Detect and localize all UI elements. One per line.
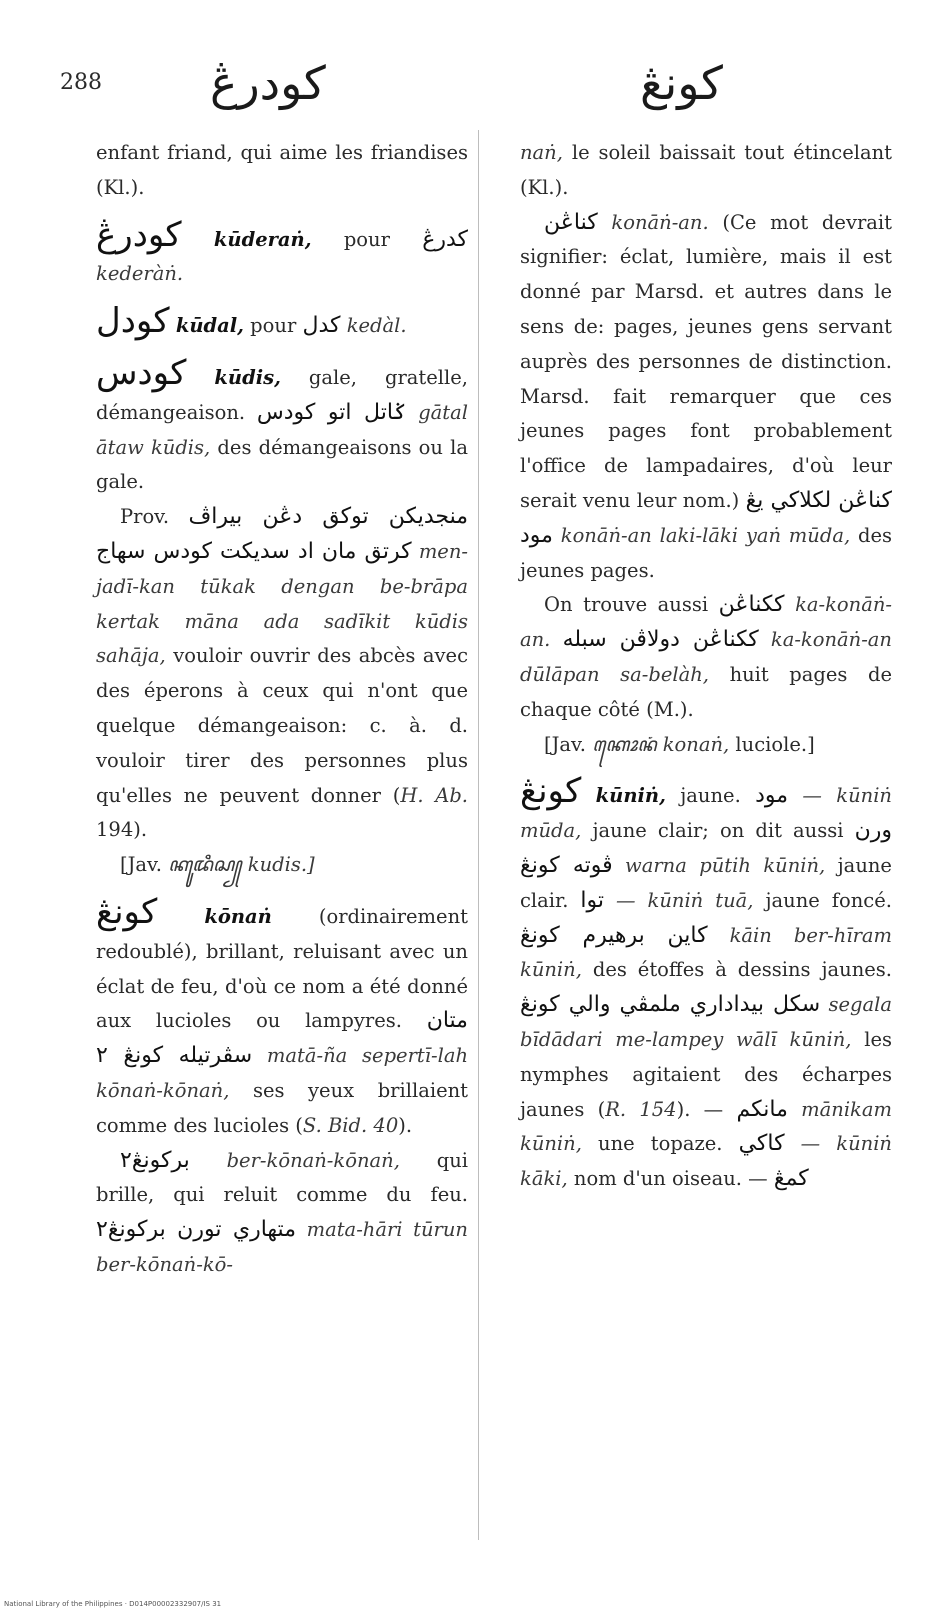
column-divider	[478, 130, 479, 1540]
entry-konang: كونڠ kōnaṅ (ordinairement redoublé), brillant, reluisant avec un éclat de feu, d'où ce nom a été donné aux lucioles ou lampyres. متان سڤرتيله كونڠ ٢ matā-ña sepertī-lah kōnaṅ-kōnaṅ, ses yeux brillaient comme des lucioles (S. Bid. 40).	[96, 891, 469, 1137]
sub-entry-kakonangan: On trouve aussi ككناڠن ka-konāṅ-an. ككناڠن دولاڤن سبله ka-konāṅ-an dūlāpan sa-belàh, huit pages de chaque côté (M.).	[520, 592, 893, 721]
entry-kuning: كونڠ kūniṅ, jaune. مود — kūniṅ mūda, jaune clair; on dit aussi ورن ڤوته كونڠ warna pūtih kūniṅ, jaune clair. توا — kūniṅ tuā, jaune foncé. كاين برهيرم كونڠ kāin ber-hīram kūniṅ, des étoffes à dessins jaunes. سكل بيداداري ملمڤي والي كونڠ segala bīdādari me-lampey wālī kūniṅ, les nymphes agitaient des écharpes jaunes (R. 154). — مانكم mānikam kūniṅ, une topaze. كاكي — kūniṅ kāki, nom d'un oiseau. — كمڠ	[520, 771, 893, 1192]
sub-entry-berkonang: بركونڠ٢ ber-kōnaṅ-kōnaṅ, qui brille, qui reluit comme du feu. متهاري تورن بركونڠ٢ mata-hāri tūrun ber-kōnaṅ-kō-	[96, 1147, 468, 1276]
entry-continuation: naṅ, le soleil baissait tout étincelant (Kl.).	[520, 141, 892, 199]
proverb: Prov. منجديكن توكق دڠن بيراڤ كرتق مان اد سديكت كودس سهاج men-jadī-kan tūkak dengan be-brāpa kertak māna ada sadīkit kūdis sahāja, vouloir ouvrir des abcès avec des éperons à ceux qui n'ont que quelque démangeaison: c. à. d. vouloir tirer des personnes plus qu'elles ne peuvent donner (H. Ab. 194).	[96, 504, 469, 842]
entry-kudal: كودل kūdal, pour كدل kedàl.	[96, 301, 407, 342]
entry-kuderang: كودرڠ kūderaṅ, pour كدرڠ kederàṅ.	[96, 214, 468, 286]
right-column	[520, 136, 892, 1197]
javanese-note: [Jav. ꦏꦸꦢꦶꦱ꧀ kudis.]	[120, 853, 315, 877]
entry-kudis: كودس kūdis, gale, gratelle, démangeaison. ݢاتل اتو كودس gātal ātaw kūdis, des démangeaisons ou la gale.	[96, 352, 469, 494]
javanese-note: [Jav. ꦏꦺꦴꦤꦁ konaṅ, luciole.]	[544, 732, 815, 756]
left-running-head: كودرڠ	[210, 56, 326, 110]
entry-continuation: enfant friand, qui aime les friandises (Kl.).	[96, 141, 468, 199]
page-number: 288	[60, 70, 102, 95]
sub-entry-konangan: كناڠن konāṅ-an. (Ce mot devrait signifier: éclat, lumière, mais il est donné par Marsd. et autres dans le sens de: pages, jeunes gens servant auprès des personnes de distinction. Marsd. fait remarquer que ces jeunes pages font probablement l'office de lampadaires, d'où leur serait venu leur nom.) كناڠن لكلاكي يڠ مود konāṅ-an laki-lāki yaṅ mūda, des jeunes pages.	[520, 209, 892, 582]
left-column	[96, 136, 468, 1283]
right-running-head: كونڠ	[640, 56, 723, 110]
scan-footer: National Library of the Philippines · D014P00002332907/IS 31	[4, 1600, 222, 1608]
